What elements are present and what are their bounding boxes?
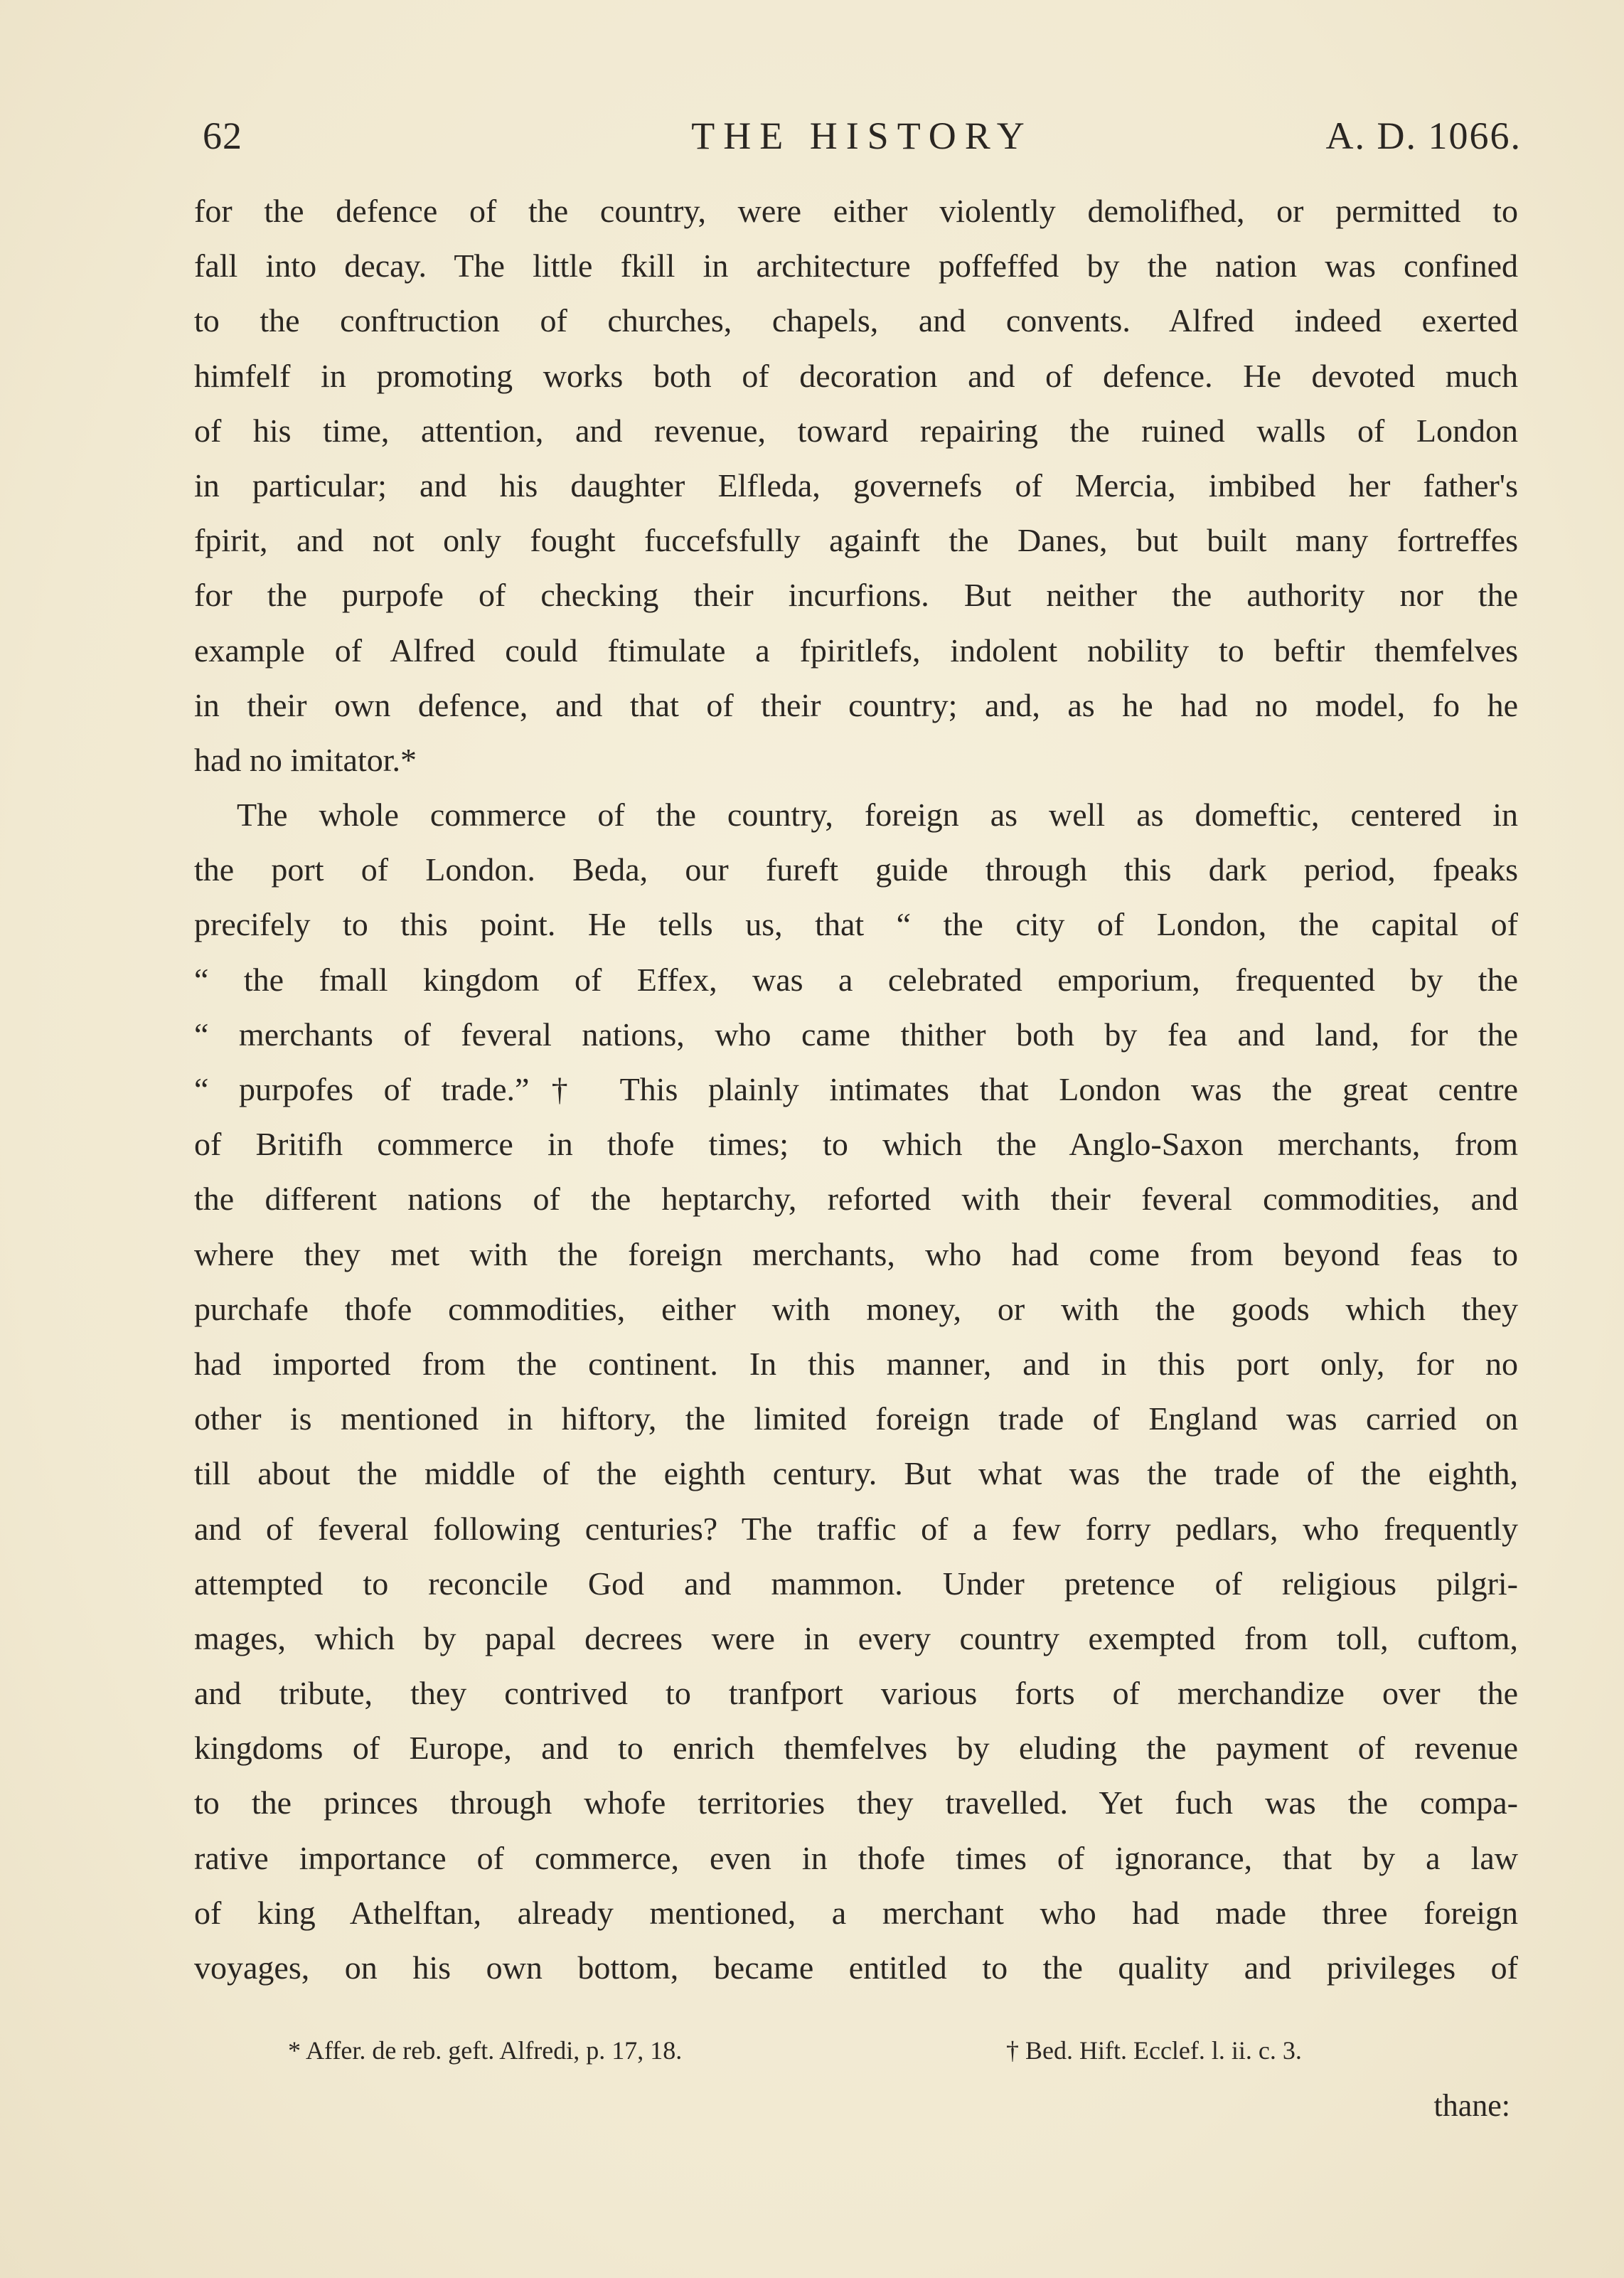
text-line: till about the middle of the eighth century. But what was the trade of the eighth, <box>194 1455 1518 1492</box>
text-line: attempted to reconcile God and mammon. Under pretence of religious pilgri- <box>194 1565 1518 1602</box>
text-line: of king Athelftan, already mentioned, a merchant who had made three foreign <box>194 1894 1518 1931</box>
text-line: and of feveral following centuries? The traffic of a few forry pedlars, who frequently <box>194 1510 1518 1547</box>
text-line: example of Alfred could ftimulate a fpiritlefs, indolent nobility to beftir themfelves <box>194 632 1518 669</box>
text-line: to the conftruction of churches, chapels, and convents. Alfred indeed exerted <box>194 302 1518 339</box>
text-line: where they met with the foreign merchants, who had come from beyond feas to <box>194 1235 1518 1272</box>
text-line: fall into decay. The little fkill in architecture poffeffed by the nation was confined <box>194 248 1518 284</box>
text-line: himfelf in promoting works both of decoration and of defence. He devoted much <box>194 357 1518 394</box>
catchword: thane: <box>1433 2088 1510 2123</box>
text-line: kingdoms of Europe, and to enrich themfelves by eluding the payment of revenue <box>194 1730 1518 1767</box>
body-text <box>194 183 1518 1995</box>
text-line: of his time, attention, and revenue, toward repairing the ruined walls of London <box>194 412 1518 449</box>
text-line: precifely to this point. He tells us, that “ the city of London, the capital of <box>194 906 1518 943</box>
text-line: for the defence of the country, were either violently demolifhed, or permitted to <box>194 193 1518 229</box>
text-line: other is mentioned in hiftory, the limited foreign trade of England was carried on <box>194 1400 1518 1437</box>
text-line: mages, which by papal decrees were in every country exempted from toll, cuftom, <box>194 1619 1518 1656</box>
footnote-dagger: † Bed. Hift. Ecclef. l. ii. c. 3. <box>1006 2036 1302 2065</box>
text-line: purchafe thofe commodities, either with money, or with the goods which they <box>194 1290 1518 1327</box>
text-line: and tribute, they contrived to tranfport various forts of merchandize over the <box>194 1675 1518 1712</box>
text-line: in particular; and his daughter Elfleda, governefs of Mercia, imbibed her father's <box>194 467 1518 504</box>
text-line: “ purpofes of trade.”† This plainly intimates that London was the great centre <box>194 1071 1518 1107</box>
running-title: THE HISTORY <box>691 115 1033 157</box>
text-line: had no imitator.* <box>194 741 417 778</box>
page-header <box>203 114 1522 171</box>
text-line: of Britifh commerce in thofe times; to which the Anglo-Saxon merchants, from <box>194 1126 1518 1163</box>
date-heading: A. D. 1066. <box>1325 115 1522 157</box>
footnote-asterisk: * Affer. de reb. geft. Alfredi, p. 17, 18. <box>288 2036 683 2065</box>
page-number: 62 <box>203 115 242 157</box>
text-line: to the princes through whofe territories they travelled. Yet fuch was the compa- <box>194 1784 1518 1821</box>
text-line: rative importance of commerce, even in thofe times of ignorance, that by a law <box>194 1839 1518 1876</box>
text-line: had imported from the continent. In this manner, and in this port only, for no <box>194 1345 1518 1382</box>
text-line: in their own defence, and that of their country; and, as he had no model, fo he <box>194 686 1518 723</box>
text-line: the port of London. Beda, our fureft guide through this dark period, fpeaks <box>194 851 1518 888</box>
footnotes <box>288 2035 1440 2078</box>
text-line: “ the fmall kingdom of Effex, was a celebrated emporium, frequented by the <box>194 961 1518 998</box>
text-line: The whole commerce of the country, foreign as well as domeftic, centered in <box>237 797 1518 834</box>
text-line: the different nations of the heptarchy, reforted with their feveral commodities, and <box>194 1181 1518 1218</box>
text-line: fpirit, and not only fought fuccefsfully againft the Danes, but built many fortreffes <box>194 522 1518 559</box>
text-line: voyages, on his own bottom, became entitled to the quality and privileges of <box>194 1949 1518 1986</box>
text-line: for the purpofe of checking their incurfions. But neither the authority nor the <box>194 577 1518 614</box>
text-line: “ merchants of feveral nations, who came thither both by fea and land, for the <box>194 1016 1518 1053</box>
